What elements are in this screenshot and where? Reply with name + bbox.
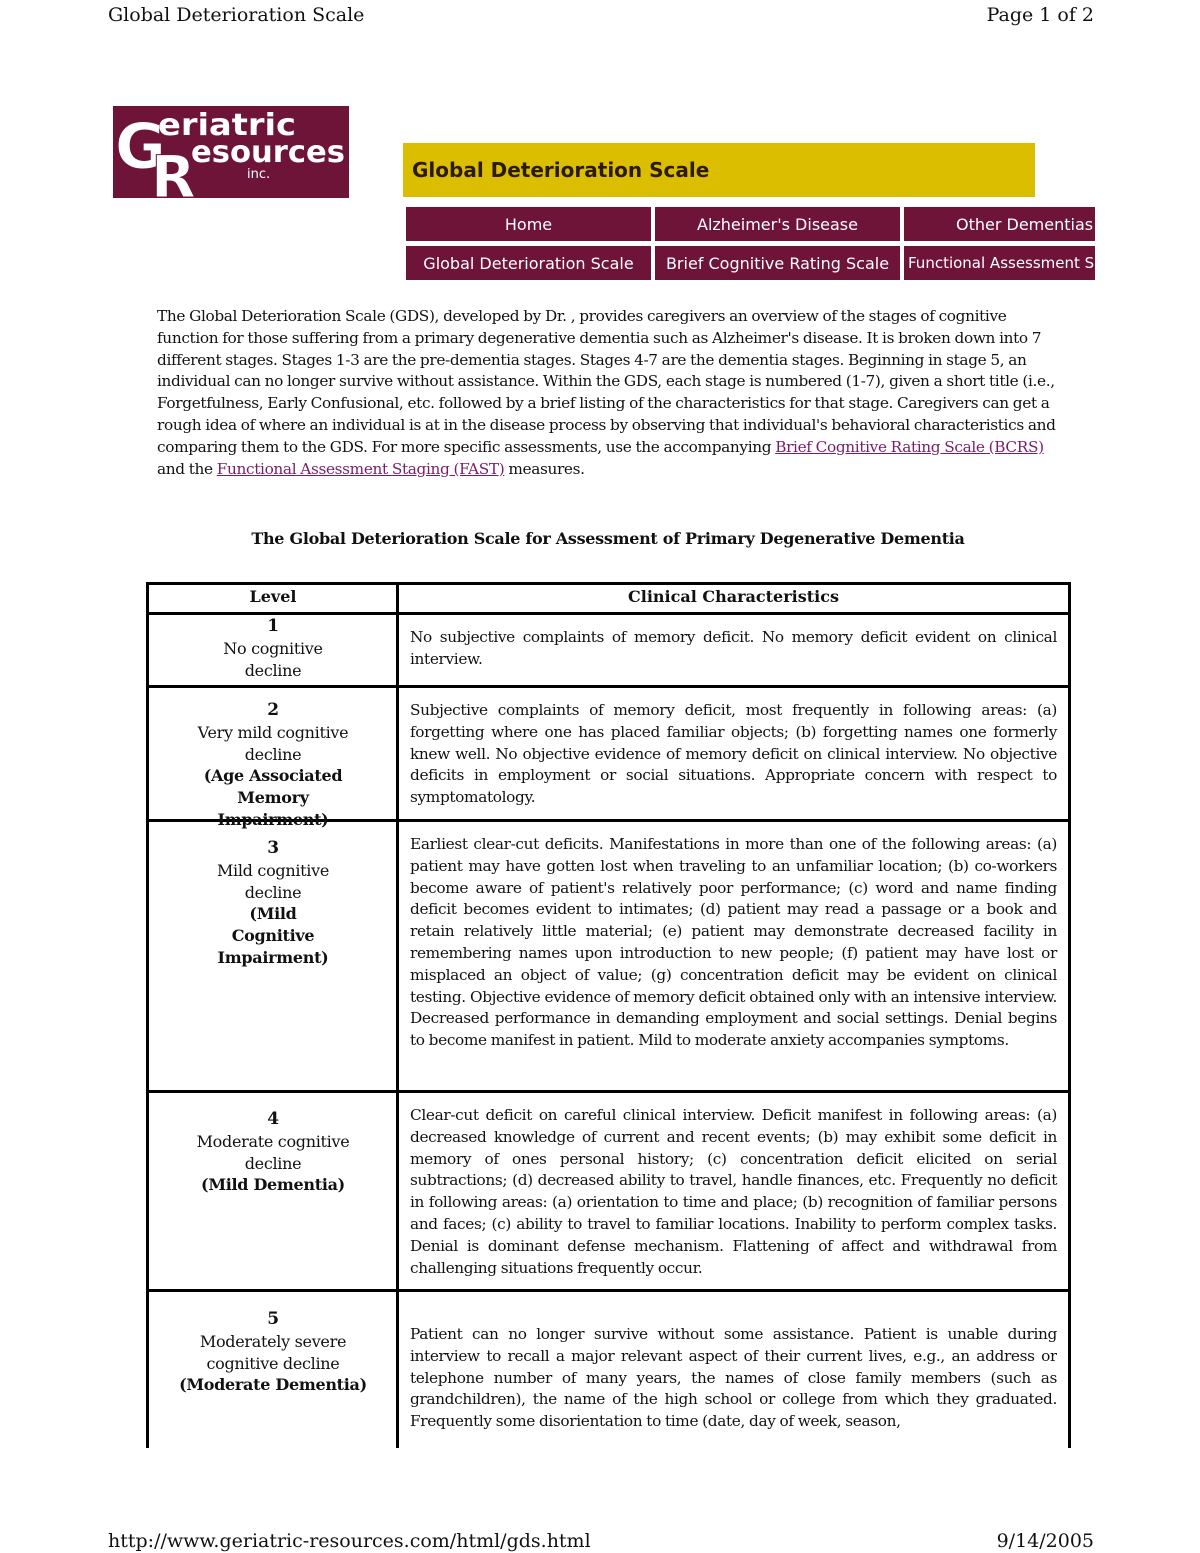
level-number: 5 [267, 1309, 279, 1329]
nav-fast[interactable] [904, 246, 1095, 280]
level-stage: (Mild Cognitive Impairment) [217, 904, 329, 967]
level-stage: (Age Associated Memory Impairment) [203, 766, 343, 829]
clinical-cell: No subjective complaints of memory deficit. No memory deficit evident on clinical interview. [410, 628, 1057, 668]
level-stage: (Moderate Dementia) [179, 1375, 367, 1395]
level-number: 2 [267, 700, 279, 720]
level-cell [149, 838, 397, 969]
table-border [1068, 582, 1071, 1448]
clinical-cell: Earliest clear-cut deficits. Manifestations in more than one of the following areas: (a) patient may have gotten lost when traveling to an unfamiliar location; (b) co-workers become aware of patient's relatively poor performance; (c) word and name finding deficit becomes evident to intimates; (d) patient may read a passage or a book and retain relatively little material; (e) patient may demonstrate decreased facility in remembering names upon introduction to new people; (f) patient may have lost or misplaced an object of value; (g) concentration deficit may be evident on clinical testing. Objective evidence of memory deficit obtained only with an intensive interview. Decreased performance in demanding employment and social settings. Denial begins to become manifest in patient. Mild to moderate anxiety accompanies symptoms. [410, 835, 1057, 1050]
print-footer-date: 9/14/2005 [996, 1530, 1094, 1552]
level-cell [149, 1309, 397, 1396]
table-border [146, 582, 1071, 585]
nav-other-dementias-label: Other Dementias [956, 214, 1094, 234]
clinical-cell: Patient can no longer survive without some assistance. Patient is unable during interview to recall a major relevant aspect of their current lives, e.g., an address or telephone number of many years, the names of close family members (such as grandchildren), the name of the high school or college from which they graduated. Frequently some disorientation to time (date, day of week, season, [410, 1325, 1057, 1431]
level-name: Moderate cognitive [196, 1131, 350, 1151]
geriatric-resources-logo[interactable] [113, 106, 349, 198]
nav-fast-label: Functional Assessment S [908, 254, 1095, 272]
logo-artwork [113, 106, 349, 198]
nav-gds[interactable] [406, 246, 651, 280]
table-border [146, 1289, 1071, 1292]
nav-alzheimers-label: Alzheimer's Disease [697, 214, 858, 234]
table-border [146, 685, 1071, 688]
level-number: 3 [267, 838, 279, 858]
level-name: decline [244, 882, 302, 902]
print-footer [108, 1530, 1094, 1552]
print-header-title: Global Deterioration Scale [108, 4, 365, 26]
nav-home[interactable] [406, 207, 651, 241]
print-header [108, 4, 1094, 26]
table-title: The Global Deterioration Scale for Assessment of Primary Degenerative Dementia [251, 529, 965, 548]
logo-initial-g: G [115, 110, 166, 183]
level-name: cognitive decline [206, 1353, 340, 1373]
table-border [146, 1090, 1071, 1093]
column-header-level: Level [249, 587, 297, 606]
gds-table [146, 582, 1071, 1448]
logo-line3: inc. [247, 167, 271, 182]
intro-paragraph [157, 306, 1062, 480]
table-border [146, 612, 1071, 615]
logo-line1: eriatric [158, 108, 296, 143]
logo-initial-r: R [151, 143, 196, 198]
bcrs-link[interactable]: Brief Cognitive Rating Scale (BCRS) [775, 437, 1044, 456]
logo-line2: esources [191, 135, 345, 170]
nav-gds-label: Global Deterioration Scale [423, 253, 634, 273]
clinical-cell: Clear-cut deficit on careful clinical interview. Deficit manifest in following areas: (a) decreased knowledge of current and recent events; (b) may exhibit some deficit in memory of ones personal history; (c) concentration deficit elicited on serial subtractions; (d) decreased ability to travel, handle finances, etc. Frequently no deficit in following areas: (a) orientation to time and place; (b) recognition of familiar persons and faces; (c) ability to travel to familiar locations. Inability to perform complex tasks. Denial is dominant defense mechanism. Flattening of affect and withdrawal from challenging situations frequently occur. [410, 1106, 1057, 1277]
column-header-clinical: Clinical Characteristics [628, 587, 839, 606]
level-name: decline [244, 660, 302, 680]
level-name: Very mild cognitive [197, 722, 349, 742]
fast-link[interactable]: Functional Assessment Staging (FAST) [216, 459, 505, 478]
level-number: 4 [267, 1109, 279, 1129]
level-name: No cognitive [223, 638, 323, 658]
nav-bcrs[interactable] [655, 246, 900, 280]
nav-other-dementias[interactable] [904, 207, 1095, 241]
nav-home-label: Home [504, 214, 553, 234]
level-cell [149, 1109, 397, 1196]
intro-text: The Global Deterioration Scale (GDS), developed by Dr. , provides caregivers an overview of the stages of cognitive function for those suffering from a primary degenerative dementia such as Alzheimer's disease. It is broken down into 7 different stages. Stages 1-3 are the pre-dementia stages. Stages 4-7 are the dementia stages. Beginning in stage 5, an individual can no longer survive without assistance. Within the GDS, each stage is numbered (1-7), given a short title (i.e., Forgetfulness, Early Confusional, etc. followed by a brief listing of the characteristics for that stage. Caregivers can get a rough idea of where an individual is at in the disease process by observing that individual's behavioral characteristics and comparing them to the GDS. For more specific assessments, use the accompanying [157, 307, 1056, 456]
nav-alzheimers[interactable] [655, 207, 900, 241]
level-cell [149, 616, 397, 681]
level-cell [149, 700, 397, 831]
print-footer-url: http://www.geriatric-resources.com/html/gds.html [108, 1530, 591, 1552]
level-name: Mild cognitive [216, 860, 330, 880]
page-title-banner [403, 143, 1035, 197]
main-nav [405, 207, 1095, 282]
level-name: decline [244, 744, 302, 764]
page-title: Global Deterioration Scale [412, 158, 710, 182]
intro-text-mid: and the [157, 459, 217, 478]
level-number: 1 [267, 616, 279, 636]
intro-text-end: measures. [504, 459, 585, 478]
clinical-cell: Subjective complaints of memory deficit, most frequently in following areas: (a) forgetting where one has placed familiar objects; (b) forgetting names one formerly knew well. No objective evidence of memory deficit on clinical interview. No objective deficits in employment or social situations. Appropriate concern with respect to symptomatology. [410, 701, 1057, 807]
nav-bcrs-label: Brief Cognitive Rating Scale [665, 253, 890, 273]
level-stage: (Mild Dementia) [201, 1175, 345, 1195]
level-name: Moderately severe [199, 1331, 347, 1351]
level-name: decline [244, 1153, 302, 1173]
print-header-page: Page 1 of 2 [986, 4, 1094, 26]
